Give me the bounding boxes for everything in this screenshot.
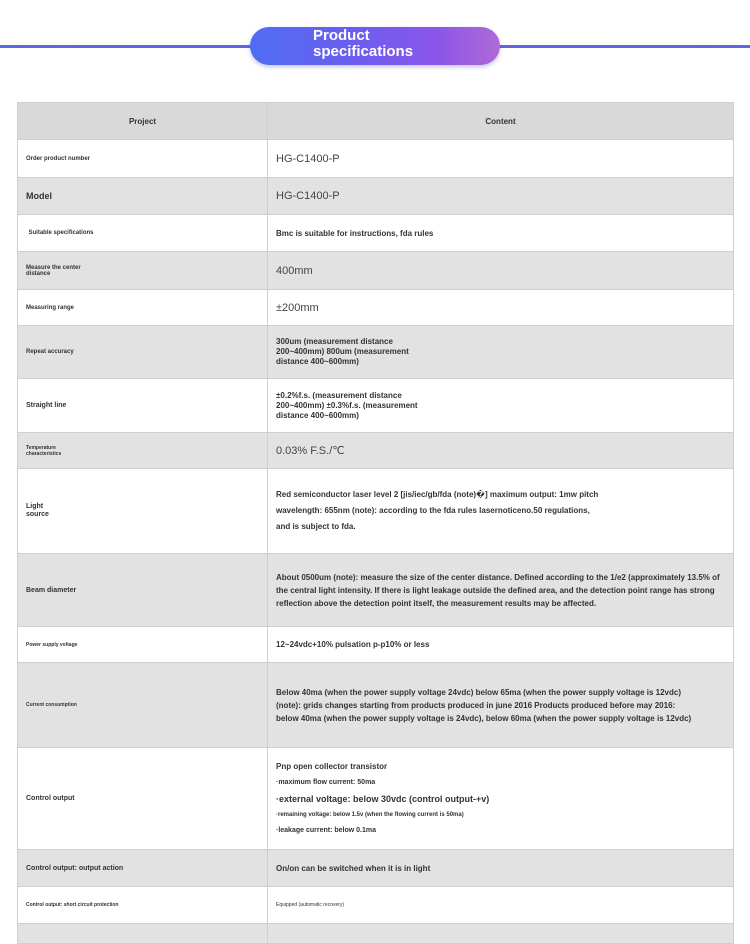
control-output-detail: ·leakage current: below 0.1ma	[276, 826, 376, 834]
row-value: 0.03% F.S./℃	[268, 433, 734, 469]
page-title	[313, 28, 493, 60]
row-key: Beam diameter	[18, 554, 268, 627]
table-row	[18, 140, 734, 178]
row-key: Suitable specifications	[18, 215, 268, 252]
row-value: ±200mm	[268, 290, 734, 326]
row-value: 12~24vdc+10% pulsation p-p10% or less	[268, 627, 734, 663]
table-row	[18, 850, 734, 887]
row-key: Control output: short circuit protection	[18, 887, 268, 924]
row-key: Control output	[18, 748, 268, 850]
table-row	[18, 178, 734, 215]
row-value: HG-C1400-P	[268, 178, 734, 215]
row-key: Measure the center distance	[18, 252, 268, 290]
row-key: Power supply voltage	[18, 627, 268, 663]
table-row	[18, 924, 734, 944]
row-value: HG-C1400-P	[268, 140, 734, 178]
spec-table	[17, 102, 734, 944]
table-row	[18, 627, 734, 663]
column-header-content: Content	[268, 103, 734, 140]
row-value	[268, 924, 734, 944]
row-value	[268, 748, 734, 850]
row-value: ±0.2%f.s. (measurement distance 200~400mm) ±0.3%f.s. (measurement distance 400~600mm)	[268, 379, 734, 433]
control-output-detail: ·maximum flow current: 50ma	[276, 778, 376, 786]
row-value: Bmc is suitable for instructions, fda rules	[268, 215, 734, 252]
row-value: Equipped (automatic recovery)	[268, 887, 734, 924]
control-output-type: Pnp open collector transistor	[276, 761, 388, 771]
control-output-detail: ·external voltage: below 30vdc (control output-+v)	[276, 793, 490, 804]
row-key: Control output: output action	[18, 850, 268, 887]
row-key: Repeat accuracy	[18, 326, 268, 379]
row-key: Light source	[18, 469, 268, 554]
row-value: On/on can be switched when it is in light	[268, 850, 734, 887]
column-header-project: Project	[18, 103, 268, 140]
row-key: Measuring range	[18, 290, 268, 326]
row-value: Below 40ma (when the power supply voltage 24vdc) below 65ma (when the power supply voltage is 12vdc) (note): grids changes starting from products produced in june 2016 Products produced before may 2016: below 40ma (when the power supply voltage is 24vdc), below 60ma (when the power supply voltage is 12vdc)	[268, 663, 734, 748]
row-key: Temperature characteristics	[18, 433, 268, 469]
table-row	[18, 554, 734, 627]
table-header-row	[18, 103, 734, 140]
table-row	[18, 887, 734, 924]
title-banner	[250, 27, 500, 65]
table-row	[18, 433, 734, 469]
table-row	[18, 469, 734, 554]
row-key: Current consumption	[18, 663, 268, 748]
table-row	[18, 252, 734, 290]
row-value: 300um (measurement distance 200~400mm) 800um (measurement distance 400~600mm)	[268, 326, 734, 379]
table-row	[18, 379, 734, 433]
row-key: Order product number	[18, 140, 268, 178]
table-row	[18, 663, 734, 748]
row-key: Straight line	[18, 379, 268, 433]
table-row	[18, 326, 734, 379]
row-value: Red semiconductor laser level 2 [jis/iec/gb/fda (note)�] maximum output: 1mw pitch wavelength: 655nm (note): according to the fda rules lasernoticeno.50 regulations, and is subject to fda.	[268, 469, 734, 554]
table-row	[18, 215, 734, 252]
control-output-detail: ·remaining voltage: below 1.5v (when the flowing current is 50ma)	[276, 811, 464, 818]
page-title-line1: Product	[313, 27, 370, 44]
row-key: Model	[18, 178, 268, 215]
table-row	[18, 290, 734, 326]
table-row	[18, 748, 734, 850]
row-value: About 0500um (note): measure the size of the center distance. Defined according to the 1/e2 (approximately 13.5% of the central light intensity. If there is light leakage outside the defined area, and the detection point range has strong reflection above the detection point itself, the measurement results may be affected.	[268, 554, 734, 627]
row-value: 400mm	[268, 252, 734, 290]
page-title-line2: specifications	[313, 43, 414, 60]
row-key	[18, 924, 268, 944]
